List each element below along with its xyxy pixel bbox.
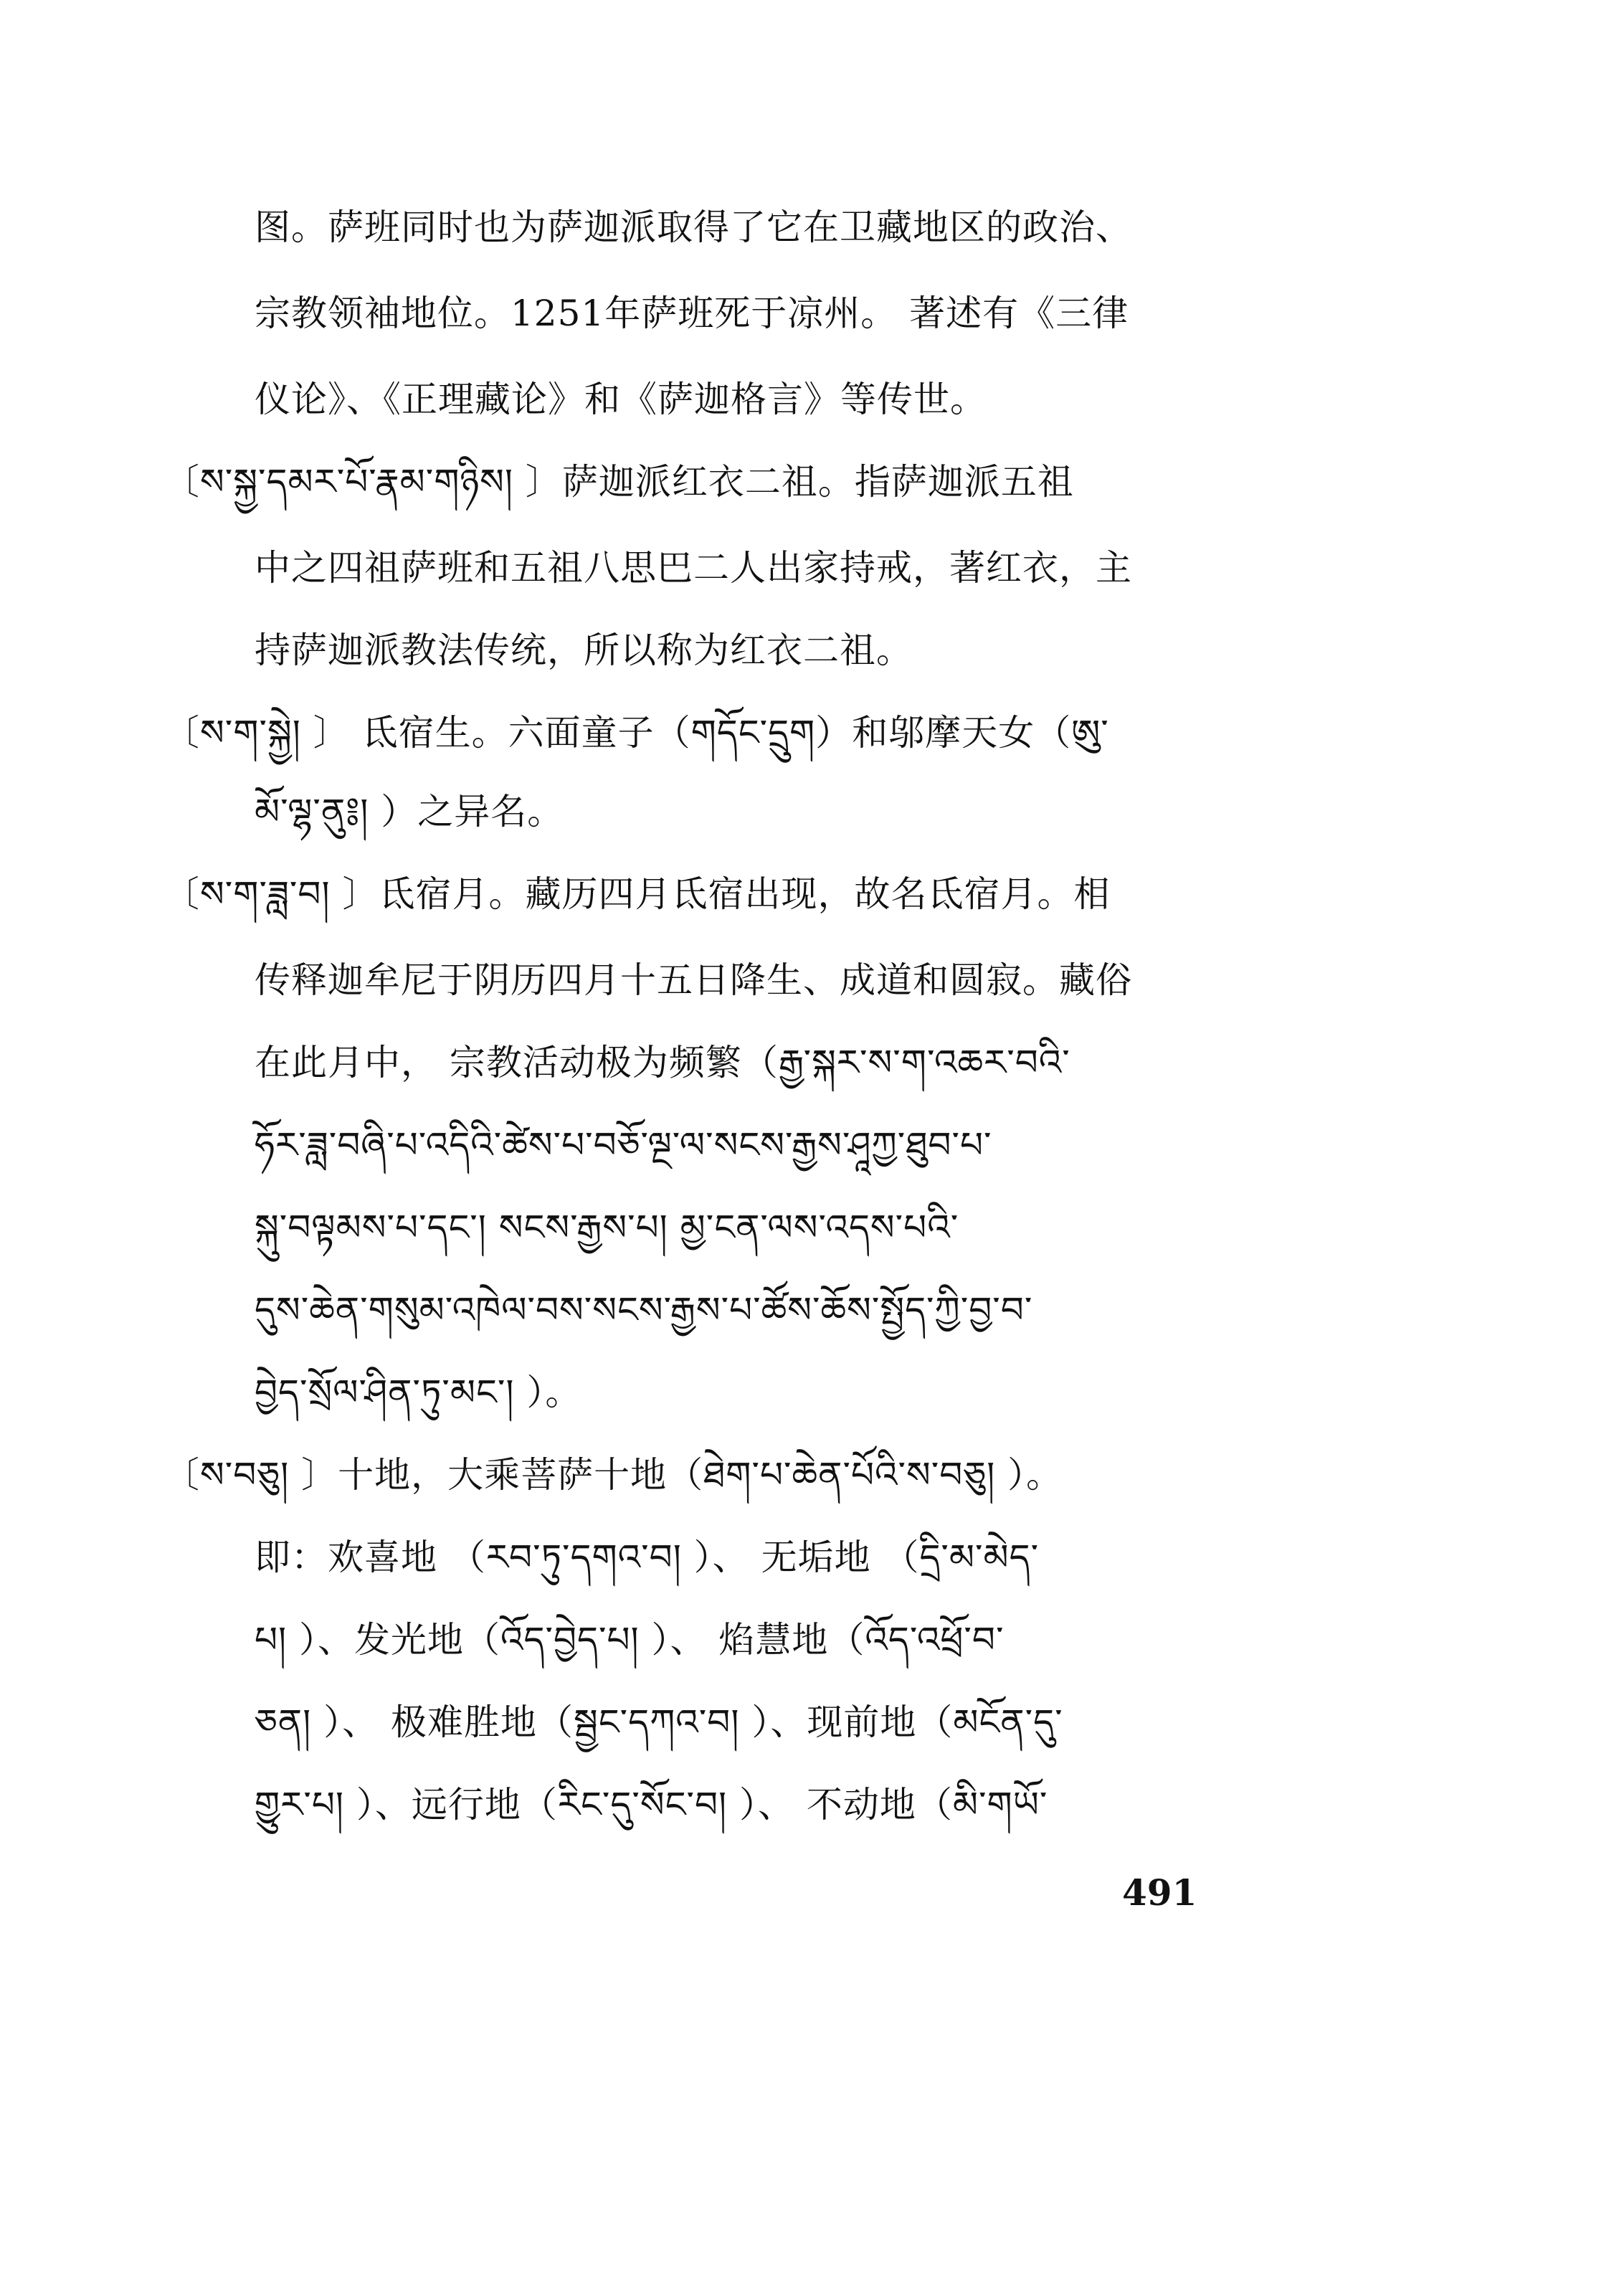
text-line-1: 图。萨班同时也为萨迦派取得了它在卫藏地区的政治、 — [255, 206, 1132, 248]
page-number: 491 — [1122, 1871, 1197, 1914]
text-line-6: 持萨迦派教法传统，所以称为红衣二祖。 — [255, 630, 913, 671]
text-line-17: 即：欢喜地 （རབ་ཏུ་དགའ་བ། ）、 无垢地 （དྲི་མ་མེད་ — [255, 1537, 1040, 1578]
text-line-11: 在此月中， 宗教活动极为频繁（རྒྱ་སྐར་ས་ག་འཆར་བའི་ — [255, 1042, 1070, 1083]
text-line-5: 中之四祖萨班和五祖八思巴二人出家持戒，著红衣，主 — [255, 547, 1132, 589]
text-line-2: 宗教领袖地位。1251年萨班死于凉州。 著述有《三律 — [255, 293, 1129, 334]
text-line-20: གྱུར་པ། ）、远行地（རིང་དུ་སོང་བ། ）、 不动地（མི་གཡོ་ — [255, 1784, 1048, 1826]
text-line-3: 仪论》、《正理藏论》和《萨迦格言》等传世。 — [255, 379, 987, 420]
text-line-18: པ། ）、发光地（འོད་བྱེད་པ། ）、 焰慧地（འོད་འཕྲོ་བ་ — [255, 1619, 1005, 1661]
entry-sa-ga-skye: 〔ས་ག་སྐྱེ། 〕 氐宿生。六面童子（གདོང་དྲུག）和邬摩天女（ཨུ་ — [163, 712, 1109, 754]
text-line-8: མོ་ལྷ་ནུ༔། ）之异名。 — [255, 791, 564, 832]
text-line-13: སྐུ་བལྟམས་པ་དང་། སངས་རྒྱས་པ། མྱ་ངན་ལས་འདས་པའི་ — [255, 1207, 959, 1248]
entry-sa-kya-red-two: 〔ས་སྐྱ་དམར་པོ་རྣམ་གཉིས། 〕萨迦派红衣二祖。指萨迦派五祖 — [163, 461, 1074, 503]
entry-sa-bcu: 〔ས་བཅུ། 〕十地，大乘菩萨十地（ཐེག་པ་ཆེན་པོའི་ས་བཅུ། ）。 — [163, 1454, 1063, 1496]
text-line-10: 传释迦牟尼于阴历四月十五日降生、成道和圆寂。藏俗 — [255, 959, 1132, 1001]
text-line-15: བྱེད་སྲོལ་ཤིན་ཏུ་མང་། ）。 — [255, 1372, 582, 1413]
text-line-12: ཧོར་ཟླ་བཞི་པ་འདིའི་ཚེས་པ་བཅོ་ལྔ་ལ་སངས་རྒྱས་ཤཱཀྱ་ཐུབ་པ་ — [255, 1124, 992, 1166]
text-line-19: ཅན། ）、 极难胜地（སྦྱང་དཀའ་བ། ）、现前地（མངོན་དུ་ — [255, 1701, 1063, 1743]
entry-sa-ga-zla-ba: 〔ས་ག་ཟླ་བ། 〕氐宿月。藏历四月氐宿出现，故名氐宿月。相 — [163, 873, 1111, 915]
text-line-14: དུས་ཆེན་གསུམ་འཁེལ་བས་སངས་རྒྱས་པ་ཚོས་ཆོས་སྤྱོད་ཀྱི་བྱ་བ་ — [255, 1289, 1033, 1331]
